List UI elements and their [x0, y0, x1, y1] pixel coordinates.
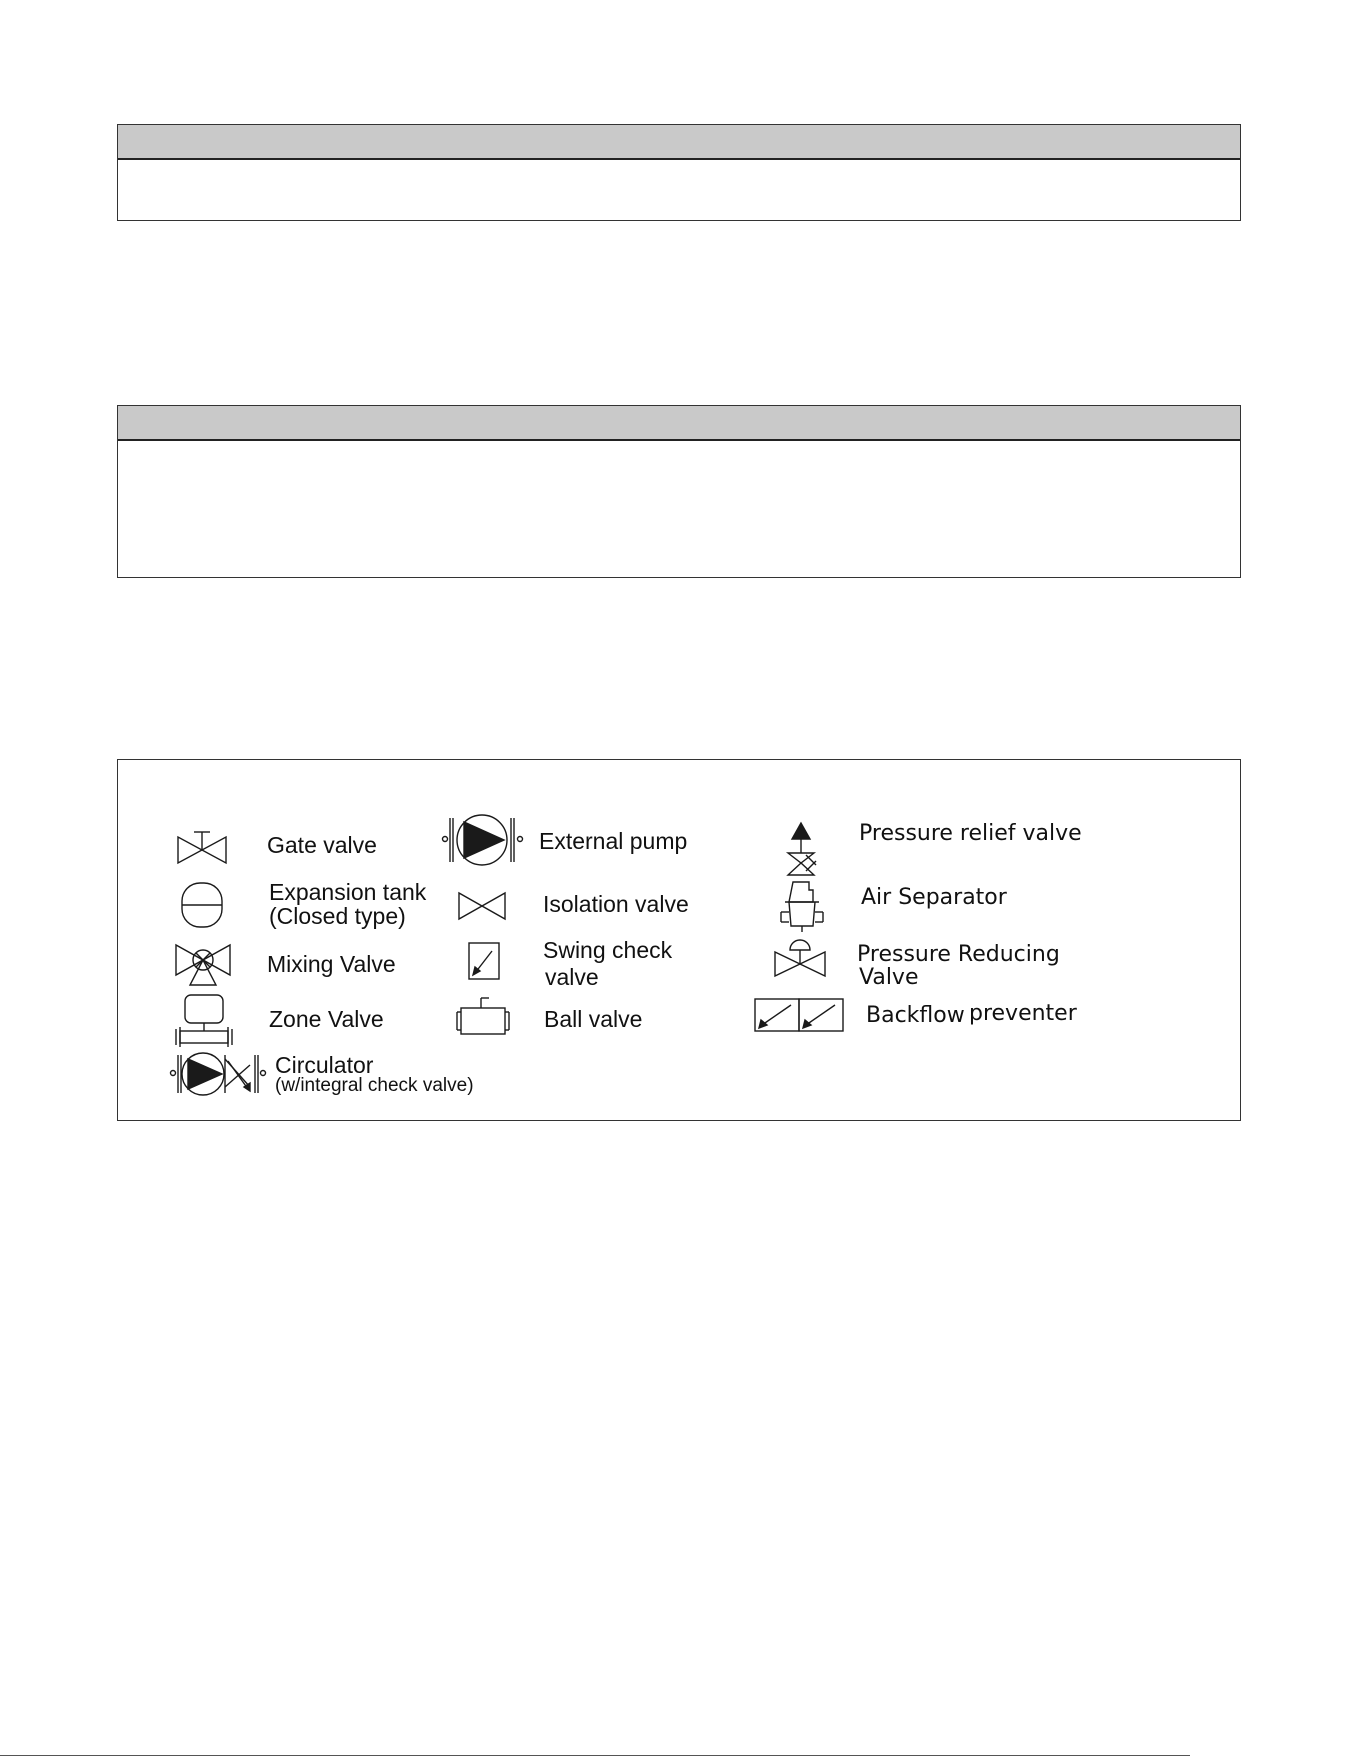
external-pump-label: External pump: [539, 828, 688, 854]
pressure-reducing-valve-label: Pressure Reducing: [857, 942, 1060, 967]
swing-check-valve-icon: [467, 941, 501, 981]
isolation-valve-label: Isolation valve: [543, 891, 689, 917]
backflow-preventer-label: Backflow: [866, 1003, 965, 1028]
ball-valve-icon: [453, 996, 513, 1036]
notice-box-2: [117, 405, 1241, 578]
circulator-note: (w/integral check valve): [275, 1075, 474, 1096]
notice-box-1-header: [118, 125, 1240, 160]
notice-box-2-header: [118, 406, 1240, 441]
mixing-valve-icon: [174, 941, 232, 987]
gate-valve-icon: [176, 829, 228, 865]
zone-valve-label: Zone Valve: [269, 1006, 384, 1032]
pressure-relief-valve-label: Pressure relief valve: [859, 821, 1082, 846]
footer-rule: [0, 1755, 1190, 1756]
expansion-tank-icon: [180, 881, 224, 929]
pressure-reducing-valve-sublabel: Valve: [859, 965, 919, 990]
symbol-legend: [117, 759, 1241, 1121]
backflow-preventer-label-2: preventer: [969, 1001, 1077, 1026]
notice-box-1: [117, 124, 1241, 221]
swing-check-valve-label: Swing check: [543, 937, 673, 963]
circulator-icon: [166, 1051, 274, 1101]
pressure-reducing-valve-icon: [773, 936, 827, 980]
isolation-valve-icon: [457, 891, 507, 921]
pressure-relief-valve-icon: [784, 821, 818, 877]
expansion-tank-label: Expansion tank: [269, 879, 427, 905]
swing-check-valve-sublabel: valve: [545, 964, 599, 990]
air-separator-icon: [779, 878, 825, 934]
backflow-preventer-icon: [753, 997, 845, 1033]
circulator-label: Circulator: [275, 1052, 374, 1078]
ball-valve-label: Ball valve: [544, 1006, 643, 1032]
gate-valve-label: Gate valve: [267, 832, 377, 858]
air-separator-label: Air Separator: [861, 885, 1007, 910]
mixing-valve-label: Mixing Valve: [267, 951, 396, 977]
expansion-tank-sublabel: (Closed type): [269, 903, 406, 929]
external-pump-icon: [440, 812, 526, 868]
zone-valve-icon: [174, 993, 234, 1049]
